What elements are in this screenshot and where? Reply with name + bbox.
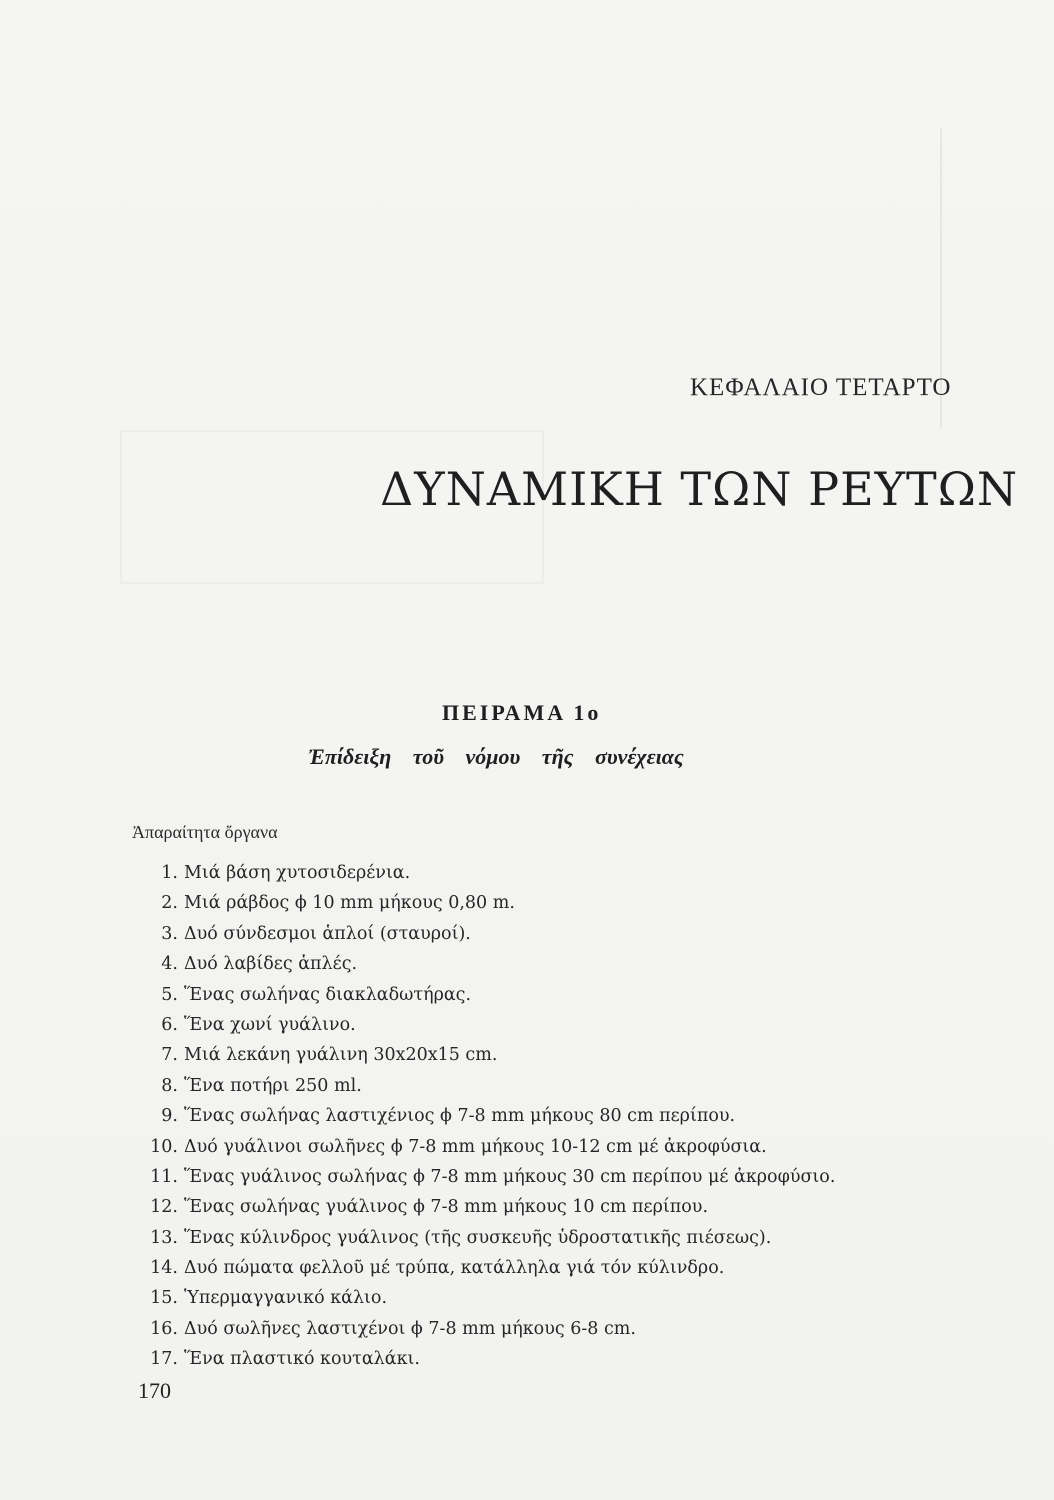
item-text: Ἕνα πλαστικό κουταλάκι.	[184, 1349, 420, 1370]
list-item	[132, 1223, 992, 1253]
item-text: Δυό σωλῆνες λαστιχένοι ϕ 7-8 mm μήκους 6-8 cm.	[184, 1318, 636, 1339]
list-item	[132, 1253, 992, 1283]
list-item	[132, 1132, 992, 1162]
item-text: Ἕνας γυάλινος σωλήνας ϕ 7-8 mm μήκους 30 cm περίπου μέ ἀκροφύσιο.	[184, 1166, 836, 1187]
list-item	[132, 1192, 992, 1222]
item-text: Δυό λαβίδες ἁπλές.	[184, 954, 358, 975]
list-item	[132, 1010, 992, 1040]
item-number: 14.	[150, 1258, 178, 1279]
item-number: 3.	[161, 923, 178, 944]
list-item	[132, 888, 992, 918]
item-text: Μιά λεκάνη γυάλινη 30x20x15 cm.	[184, 1045, 498, 1066]
item-number: 5.	[161, 984, 178, 1005]
item-number: 11.	[150, 1166, 178, 1187]
list-item	[132, 980, 992, 1010]
item-number: 6.	[161, 1014, 178, 1035]
item-text: Δυό γυάλινοι σωλῆνες ϕ 7-8 mm μήκους 10-12 cm μέ ἀκροφύσια.	[184, 1136, 767, 1157]
chapter-title: ΔΥΝΑΜΙΚΗ ΤΩΝ ΡΕΥΤΩΝ	[380, 462, 1019, 516]
experiment-label: ΠΕΙΡΑΜΑ 1ο	[442, 700, 602, 725]
item-number: 12.	[150, 1197, 178, 1218]
chapter-label: ΚΕΦΑΛΑΙΟ ΤΕΤΑΡΤΟ	[690, 374, 952, 401]
list-item	[132, 1101, 992, 1131]
item-number: 8.	[161, 1075, 178, 1096]
item-text: Δυό πώματα φελλοῦ μέ τρύπα, κατάλληλα γιά τόν κύλινδρο.	[184, 1258, 725, 1279]
list-item	[132, 949, 992, 979]
item-text: Δυό σύνδεσμοι ἁπλοί (σταυροί).	[184, 923, 471, 944]
item-number: 17.	[150, 1349, 178, 1370]
item-text: Ἕνα ποτήρι 250 ml.	[184, 1075, 362, 1096]
item-number: 2.	[161, 893, 178, 914]
experiment-subtitle: Ἐπίδειξη τοῦ νόμου τῆς συνέχειας	[308, 744, 684, 769]
item-text: Ἕνας σωλήνας γυάλινος ϕ 7-8 mm μήκους 10 cm περίπου.	[184, 1197, 709, 1218]
item-number: 16.	[150, 1318, 178, 1339]
page-number: 170	[138, 1378, 171, 1403]
item-text: Μιά βάση χυτοσιδερένια.	[184, 863, 411, 883]
list-item	[132, 858, 992, 888]
equipment-heading: Ἀπαραίτητα ὄργανα	[132, 822, 278, 842]
list-item	[132, 919, 992, 949]
item-number: 15.	[150, 1288, 178, 1309]
item-text: Ἕνας σωλήνας λαστιχένιος ϕ 7-8 mm μήκους 80 cm περίπου.	[184, 1106, 736, 1127]
list-item	[132, 1283, 992, 1313]
list-item	[132, 1040, 992, 1070]
item-text: Ἕνα χωνί γυάλινο.	[184, 1014, 356, 1035]
list-item	[132, 1344, 992, 1374]
list-item	[132, 1071, 992, 1101]
item-number: 7.	[161, 1045, 178, 1066]
list-item	[132, 1162, 992, 1192]
item-number: 9.	[161, 1106, 178, 1127]
item-number: 13.	[150, 1227, 178, 1248]
item-text: Ὑπερμαγγανικό κάλιο.	[184, 1288, 388, 1309]
item-text: Ἕνας σωλήνας διακλαδωτήρας.	[184, 984, 472, 1005]
equipment-list	[132, 858, 992, 1375]
item-number: 10.	[150, 1136, 178, 1157]
item-number: 4.	[161, 954, 178, 975]
item-text: Μιά ράβδος ϕ 10 mm μήκους 0,80 m.	[184, 893, 515, 914]
item-number: 1.	[161, 863, 178, 883]
list-item	[132, 1314, 992, 1344]
item-text: Ἕνας κύλινδρος γυάλινος (τῆς συσκευῆς ὑδροστατικῆς πιέσεως).	[184, 1227, 772, 1248]
